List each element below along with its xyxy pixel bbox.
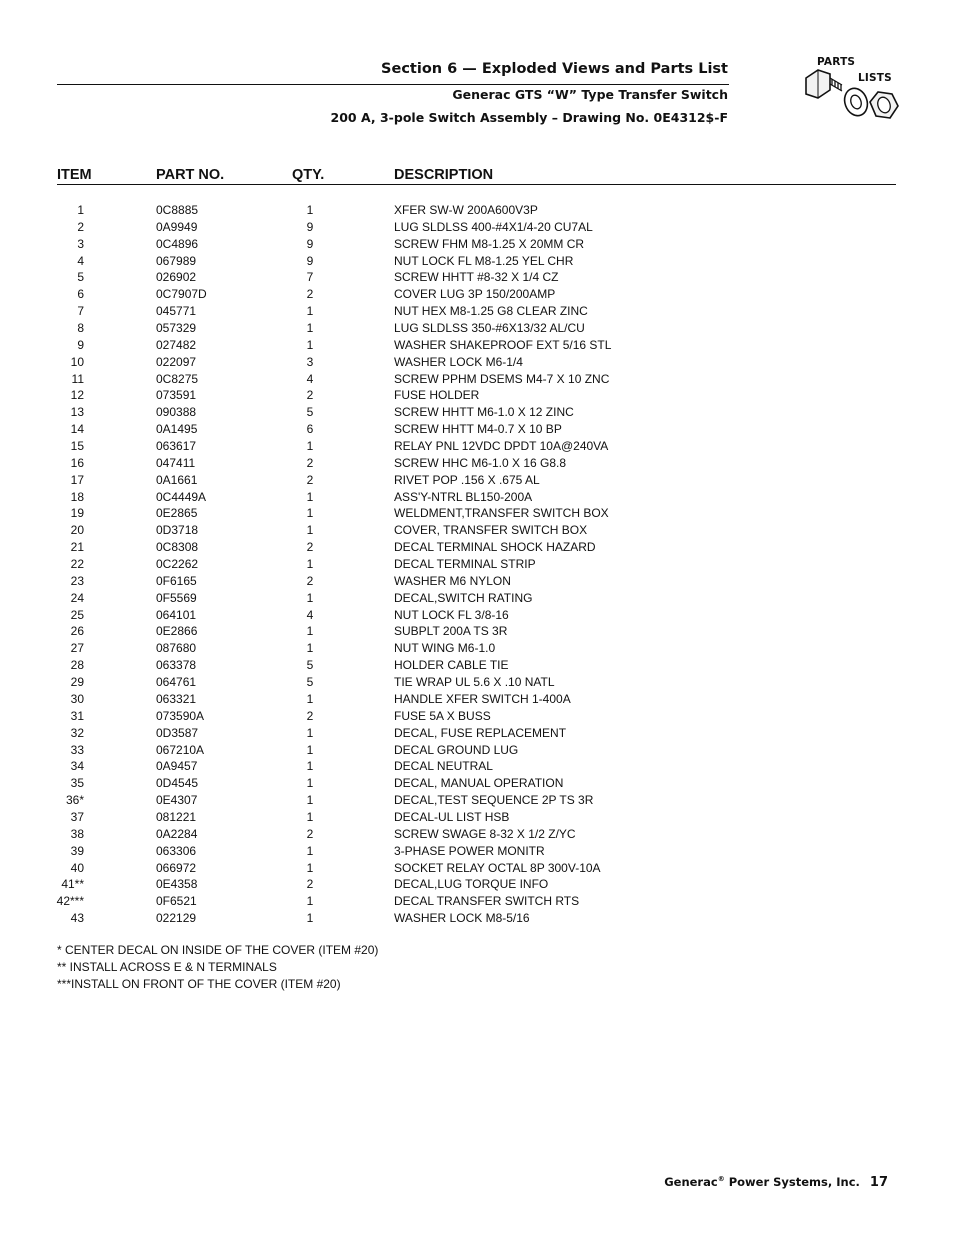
- table-row: [0, 893, 954, 910]
- description-cell: ASS'Y-NTRL BL150-200A: [394, 489, 533, 504]
- quantity-cell: 1: [306, 304, 314, 319]
- quantity-cell: 9: [306, 253, 314, 268]
- column-header-description: DESCRIPTION: [394, 167, 494, 183]
- table-row: [0, 826, 954, 843]
- column-header-item: ITEM: [57, 167, 92, 183]
- registered-mark: ®: [717, 1175, 725, 1184]
- header-rule: [57, 84, 729, 85]
- quantity-cell: 5: [306, 405, 314, 420]
- description-cell: SCREW HHC M6-1.0 X 16 G8.8: [394, 455, 567, 470]
- part-number-cell: 0A1495: [156, 422, 198, 437]
- table-row: [0, 253, 954, 270]
- description-cell: RELAY PNL 12VDC DPDT 10A@240VA: [394, 439, 609, 454]
- table-row: [0, 320, 954, 337]
- quantity-cell: 1: [306, 489, 314, 504]
- table-row: [0, 438, 954, 455]
- part-number-cell: 0A9949: [156, 219, 198, 234]
- table-row: [0, 573, 954, 590]
- item-cell: 33: [70, 742, 84, 757]
- part-number-cell: 0C8275: [156, 371, 199, 386]
- item-cell: 24: [70, 590, 84, 605]
- part-number-cell: 0C4449A: [156, 489, 207, 504]
- table-header-rule: [57, 184, 896, 185]
- table-row: [0, 556, 954, 573]
- table-row: [0, 775, 954, 792]
- footnotes: [57, 942, 378, 992]
- table-row: [0, 691, 954, 708]
- item-cell: 21: [70, 540, 84, 555]
- table-row: [0, 809, 954, 826]
- table-row: [0, 455, 954, 472]
- parts-table-body: [0, 202, 954, 927]
- description-cell: SCREW PPHM DSEMS M4-7 X 10 ZNC: [394, 371, 610, 386]
- part-number-cell: 0A9457: [156, 759, 198, 774]
- part-number-cell: 0F6165: [156, 573, 197, 588]
- item-cell: 17: [70, 472, 84, 487]
- part-number-cell: 0D3718: [156, 523, 199, 538]
- table-row: [0, 640, 954, 657]
- table-row: [0, 792, 954, 809]
- item-cell: 15: [70, 439, 84, 454]
- part-number-cell: 027482: [156, 337, 197, 352]
- description-cell: XFER SW-W 200A600V3P: [394, 203, 538, 217]
- quantity-cell: 1: [306, 506, 314, 521]
- item-cell: 40: [70, 860, 84, 875]
- part-number-cell: 0C4896: [156, 236, 199, 251]
- description-cell: SUBPLT 200A TS 3R: [394, 624, 508, 639]
- quantity-cell: 2: [306, 573, 314, 588]
- item-cell: 37: [70, 809, 84, 824]
- quantity-cell: 2: [306, 708, 314, 723]
- description-cell: 3-PHASE POWER MONITR: [394, 843, 545, 858]
- table-row: [0, 404, 954, 421]
- quantity-cell: 2: [306, 388, 314, 403]
- item-cell: 4: [77, 253, 84, 268]
- part-number-cell: 090388: [156, 405, 197, 420]
- description-cell: HOLDER CABLE TIE: [394, 658, 509, 673]
- item-cell: 13: [70, 405, 84, 420]
- item-cell: 25: [70, 607, 84, 622]
- description-cell: COVER, TRANSFER SWITCH BOX: [394, 523, 588, 538]
- description-cell: COVER LUG 3P 150/200AMP: [394, 287, 556, 302]
- quantity-cell: 3: [306, 354, 314, 369]
- table-row: [0, 489, 954, 506]
- parts-lists-logo: [800, 52, 900, 132]
- table-row: [0, 623, 954, 640]
- item-cell: 20: [70, 523, 84, 538]
- quantity-cell: 6: [306, 422, 314, 437]
- description-cell: DECAL TERMINAL STRIP: [394, 557, 536, 572]
- description-cell: FUSE 5A X BUSS: [394, 708, 491, 723]
- item-cell: 38: [70, 826, 84, 841]
- part-number-cell: 047411: [156, 455, 196, 470]
- table-row: [0, 590, 954, 607]
- part-number-cell: 087680: [156, 641, 197, 656]
- quantity-cell: 1: [306, 321, 314, 336]
- nut-bolt-washer-icon: [800, 52, 900, 132]
- table-row: [0, 236, 954, 253]
- item-cell: 12: [70, 388, 84, 403]
- table-row: [0, 539, 954, 556]
- quantity-cell: 1: [306, 439, 314, 454]
- description-cell: SCREW HHTT #8-32 X 1/4 CZ: [394, 270, 559, 285]
- part-number-cell: 063378: [156, 658, 197, 673]
- item-cell: 43: [70, 911, 84, 926]
- footnote: * CENTER DECAL ON INSIDE OF THE COVER (ITEM #20): [57, 943, 379, 957]
- item-cell: 23: [70, 573, 84, 588]
- description-cell: SCREW HHTT M6-1.0 X 12 ZINC: [394, 405, 574, 420]
- description-cell: DECAL GROUND LUG: [394, 742, 519, 757]
- table-row: [0, 843, 954, 860]
- description-cell: RIVET POP .156 X .675 AL: [394, 472, 540, 487]
- description-cell: NUT HEX M8-1.25 G8 CLEAR ZINC: [394, 304, 588, 319]
- description-cell: DECAL,TEST SEQUENCE 2P TS 3R: [394, 793, 594, 808]
- part-number-cell: 073591: [156, 388, 197, 403]
- description-cell: DECAL,SWITCH RATING: [394, 590, 533, 605]
- description-cell: NUT LOCK FL 3/8-16: [394, 607, 509, 622]
- quantity-cell: 2: [306, 472, 314, 487]
- table-row: [0, 219, 954, 236]
- item-cell: 29: [70, 675, 84, 690]
- table-row: [0, 387, 954, 404]
- description-cell: TIE WRAP UL 5.6 X .10 NATL: [394, 675, 555, 690]
- quantity-cell: 1: [306, 742, 314, 757]
- quantity-cell: 2: [306, 287, 314, 302]
- footnote: ** INSTALL ACROSS E & N TERMINALS: [57, 959, 277, 974]
- logo-text-parts: PARTS: [817, 56, 856, 68]
- footer-company-rest: Power Systems, Inc.: [724, 1175, 860, 1189]
- table-row: [0, 657, 954, 674]
- description-cell: WASHER M6 NYLON: [394, 573, 511, 588]
- table-row: [0, 876, 954, 893]
- part-number-cell: 064101: [156, 607, 197, 622]
- item-cell: 31: [70, 708, 84, 723]
- item-cell: 1: [77, 203, 84, 217]
- quantity-cell: 2: [306, 877, 314, 892]
- item-cell: 22: [70, 557, 84, 572]
- part-number-cell: 0E2865: [156, 506, 198, 521]
- table-row: [0, 303, 954, 320]
- item-cell: 11: [71, 371, 84, 386]
- item-cell: 36*: [65, 793, 84, 808]
- description-cell: SCREW HHTT M4-0.7 X 10 BP: [394, 422, 562, 437]
- quantity-cell: 9: [306, 219, 314, 234]
- quantity-cell: 1: [306, 691, 314, 706]
- quantity-cell: 1: [306, 911, 314, 926]
- item-cell: 2: [77, 219, 84, 234]
- quantity-cell: 1: [306, 203, 314, 217]
- description-cell: LUG SLDLSS 400-#4X1/4-20 CU7AL: [394, 219, 593, 234]
- part-number-cell: 063617: [156, 439, 197, 454]
- table-row: [0, 742, 954, 759]
- description-cell: DECAL, FUSE REPLACEMENT: [394, 725, 567, 740]
- quantity-cell: 1: [306, 776, 314, 791]
- part-number-cell: 0C8885: [156, 203, 199, 217]
- table-row: [0, 708, 954, 725]
- part-number-cell: 022097: [156, 354, 197, 369]
- description-cell: SCREW SWAGE 8-32 X 1/2 Z/YC: [394, 826, 576, 841]
- part-number-cell: 066972: [156, 860, 197, 875]
- footer-company: Generac: [664, 1175, 718, 1189]
- page-footer: [664, 1175, 888, 1190]
- item-cell: 5: [77, 270, 84, 285]
- description-cell: NUT WING M6-1.0: [394, 641, 496, 656]
- description-cell: DECAL TERMINAL SHOCK HAZARD: [394, 540, 596, 555]
- table-row: [0, 522, 954, 539]
- part-number-cell: 0E4358: [156, 877, 198, 892]
- quantity-cell: 4: [306, 371, 314, 386]
- table-row: [0, 910, 954, 927]
- description-cell: NUT LOCK FL M8-1.25 YEL CHR: [394, 253, 574, 268]
- quantity-cell: 1: [306, 557, 314, 572]
- item-cell: 18: [70, 489, 84, 504]
- part-number-cell: 0E2866: [156, 624, 198, 639]
- table-row: [0, 354, 954, 371]
- document-subtitle: Generac GTS “W” Type Transfer Switch: [452, 87, 728, 102]
- description-cell: WELDMENT,TRANSFER SWITCH BOX: [394, 506, 609, 521]
- part-number-cell: 022129: [156, 911, 197, 926]
- item-cell: 14: [70, 422, 84, 437]
- part-number-cell: 0C7907D: [156, 287, 207, 302]
- table-row: [0, 505, 954, 522]
- description-cell: FUSE HOLDER: [394, 388, 480, 403]
- quantity-cell: 5: [306, 675, 314, 690]
- table-row: [0, 758, 954, 775]
- part-number-cell: 063321: [156, 691, 197, 706]
- part-number-cell: 026902: [156, 270, 197, 285]
- footnote: ***INSTALL ON FRONT OF THE COVER (ITEM #20): [57, 976, 341, 991]
- item-cell: 9: [77, 337, 84, 352]
- part-number-cell: 0C2262: [156, 557, 199, 572]
- item-cell: 39: [70, 843, 84, 858]
- part-number-cell: 0F6521: [156, 894, 197, 909]
- description-cell: DECAL,LUG TORQUE INFO: [394, 877, 549, 892]
- item-cell: 42***: [56, 894, 84, 909]
- item-cell: 27: [70, 641, 84, 656]
- description-cell: WASHER LOCK M8-5/16: [394, 911, 530, 926]
- quantity-cell: 5: [306, 658, 314, 673]
- table-row: [0, 337, 954, 354]
- quantity-cell: 2: [306, 826, 314, 841]
- drawing-reference: 200 A, 3-pole Switch Assembly – Drawing No. 0E4312$-F: [330, 110, 728, 125]
- part-number-cell: 063306: [156, 843, 197, 858]
- section-title: Section 6 — Exploded Views and Parts List: [381, 61, 728, 77]
- quantity-cell: 1: [306, 590, 314, 605]
- description-cell: WASHER SHAKEPROOF EXT 5/16 STL: [394, 337, 612, 352]
- quantity-cell: 1: [306, 337, 314, 352]
- item-cell: 19: [70, 506, 84, 521]
- table-row: [0, 202, 954, 219]
- item-cell: 41**: [61, 877, 84, 892]
- part-number-cell: 067989: [156, 253, 197, 268]
- part-number-cell: 057329: [156, 321, 197, 336]
- item-cell: 32: [70, 725, 84, 740]
- item-cell: 26: [70, 624, 84, 639]
- part-number-cell: 045771: [156, 304, 197, 319]
- item-cell: 16: [70, 455, 84, 470]
- quantity-cell: 2: [306, 455, 314, 470]
- quantity-cell: 2: [306, 540, 314, 555]
- item-cell: 7: [77, 304, 84, 319]
- quantity-cell: 1: [306, 759, 314, 774]
- item-cell: 30: [70, 691, 84, 706]
- quantity-cell: 1: [306, 843, 314, 858]
- quantity-cell: 1: [306, 624, 314, 639]
- item-cell: 34: [70, 759, 84, 774]
- logo-text-lists: LISTS: [858, 72, 892, 84]
- quantity-cell: 1: [306, 523, 314, 538]
- quantity-cell: 1: [306, 809, 314, 824]
- part-number-cell: 0D4545: [156, 776, 199, 791]
- page-number: 17: [869, 1175, 888, 1190]
- part-number-cell: 0D3587: [156, 725, 199, 740]
- table-row: [0, 607, 954, 624]
- table-row: [0, 674, 954, 691]
- table-row: [0, 421, 954, 438]
- table-row: [0, 860, 954, 877]
- description-cell: DECAL, MANUAL OPERATION: [394, 776, 564, 791]
- part-number-cell: 081221: [156, 809, 197, 824]
- quantity-cell: 1: [306, 641, 314, 656]
- quantity-cell: 1: [306, 793, 314, 808]
- description-cell: DECAL-UL LIST HSB: [394, 809, 510, 824]
- table-row: [0, 269, 954, 286]
- description-cell: WASHER LOCK M6-1/4: [394, 354, 523, 369]
- item-cell: 3: [77, 236, 84, 251]
- table-row: [0, 472, 954, 489]
- quantity-cell: 1: [306, 725, 314, 740]
- part-number-cell: 064761: [156, 675, 197, 690]
- table-row: [0, 725, 954, 742]
- description-cell: DECAL NEUTRAL: [394, 759, 493, 774]
- item-cell: 10: [70, 354, 84, 369]
- table-row: [0, 371, 954, 388]
- description-cell: HANDLE XFER SWITCH 1-400A: [394, 691, 571, 706]
- column-header-qty: QTY.: [292, 167, 325, 183]
- quantity-cell: 7: [306, 270, 314, 285]
- item-cell: 8: [77, 321, 84, 336]
- table-row: [0, 286, 954, 303]
- part-number-cell: 0F5569: [156, 590, 197, 605]
- part-number-cell: 073590A: [156, 708, 205, 723]
- quantity-cell: 9: [306, 236, 314, 251]
- item-cell: 28: [70, 658, 84, 673]
- quantity-cell: 4: [306, 607, 314, 622]
- part-number-cell: 0C8308: [156, 540, 199, 555]
- description-cell: LUG SLDLSS 350-#6X13/32 AL/CU: [394, 321, 585, 336]
- quantity-cell: 1: [306, 860, 314, 875]
- quantity-cell: 1: [306, 894, 314, 909]
- description-cell: SCREW FHM M8-1.25 X 20MM CR: [394, 236, 585, 251]
- part-number-cell: 0A1661: [156, 472, 198, 487]
- item-cell: 6: [77, 287, 84, 302]
- item-cell: 35: [70, 776, 84, 791]
- description-cell: SOCKET RELAY OCTAL 8P 300V-10A: [394, 860, 601, 875]
- column-header-part-no: PART NO.: [156, 167, 225, 183]
- part-number-cell: 067210A: [156, 742, 205, 757]
- description-cell: DECAL TRANSFER SWITCH RTS: [394, 894, 580, 909]
- part-number-cell: 0E4307: [156, 793, 198, 808]
- part-number-cell: 0A2284: [156, 826, 198, 841]
